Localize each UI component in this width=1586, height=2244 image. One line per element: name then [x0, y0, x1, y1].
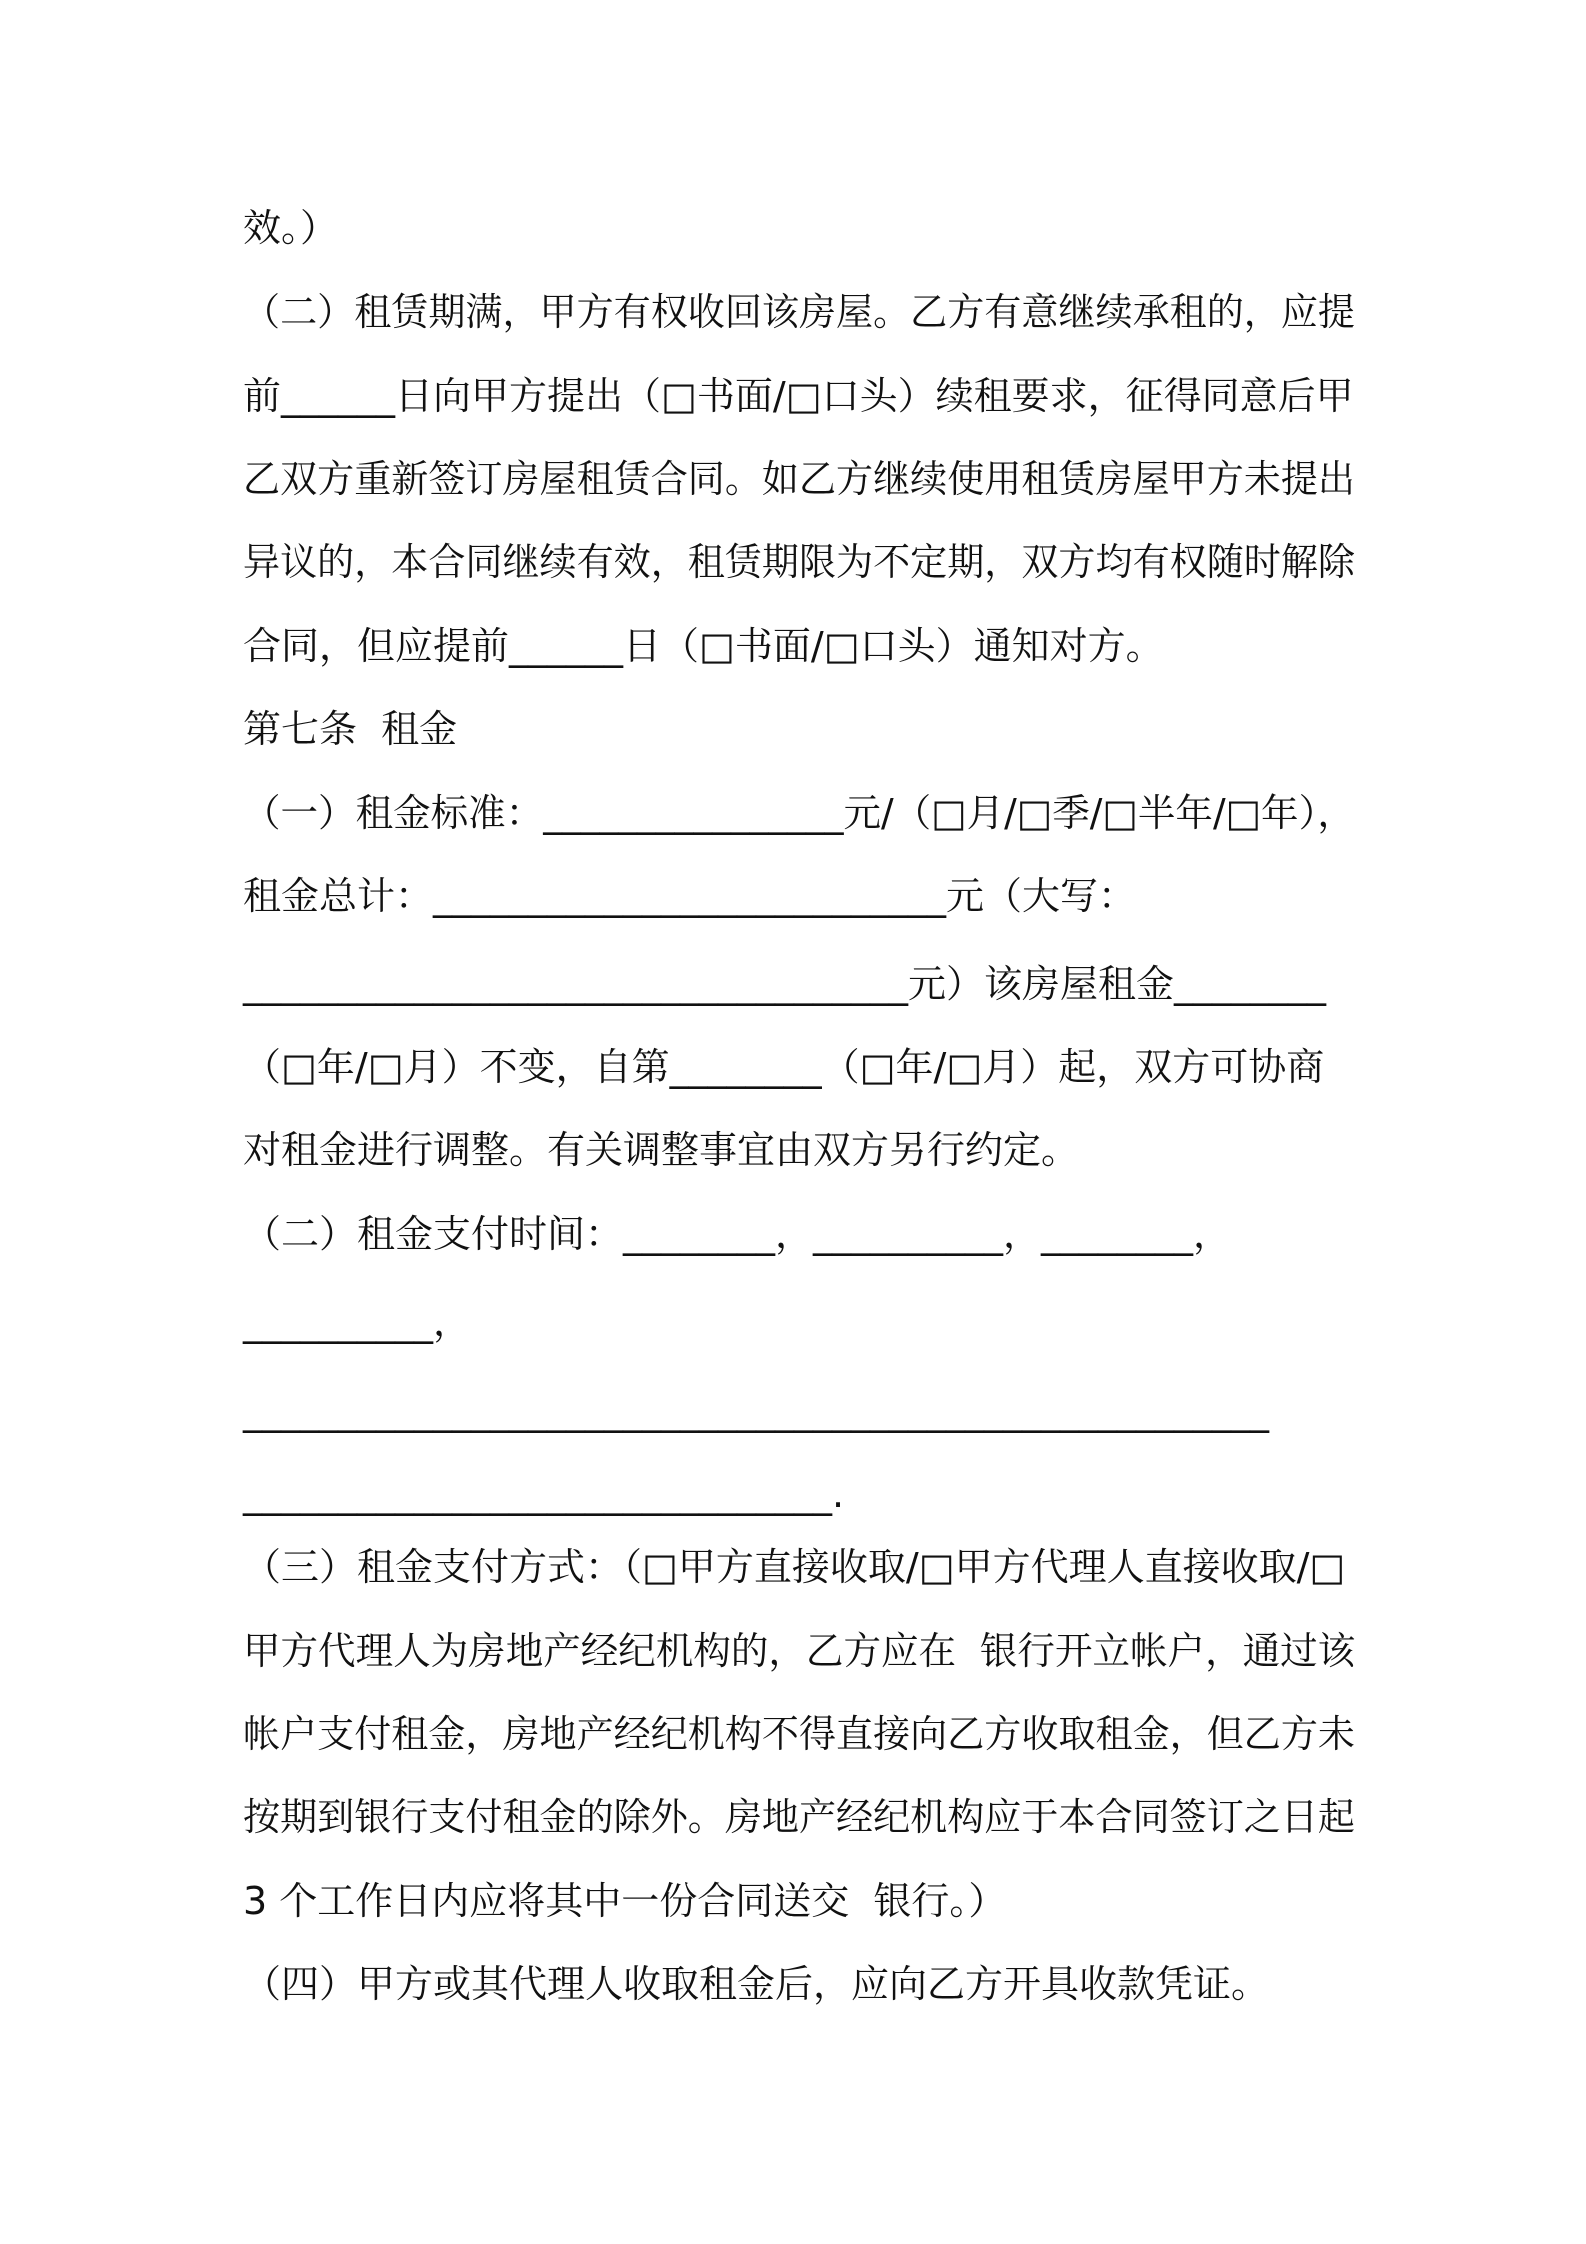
text-line: 前______日向甲方提出（□书面/□口头）续租要求，征得同意后甲: [243, 374, 1354, 418]
text-line: 乙双方重新签订房屋租赁合同。如乙方继续使用租赁房屋甲方未提出: [243, 457, 1355, 501]
text-line: 租金总计：___________________________元（大写：: [243, 874, 1137, 918]
text-line: （三）租金支付方式：（□甲方直接收取/□甲方代理人直接收取/□: [243, 1545, 1346, 1589]
text-line: ______________________________________________________: [243, 1389, 1269, 1433]
text-line: （二）租金支付时间：________，__________，________，: [243, 1212, 1232, 1256]
text-line: 3 个工作日内应将其中一份合同送交 银行。）: [243, 1879, 1007, 1923]
text-line: （一）租金标准：________________元/（□月/□季/□半年/□年），: [243, 791, 1355, 835]
text-line: 甲方代理人为房地产经纪机构的，乙方应在 银行开立帐户，通过该: [243, 1629, 1356, 1673]
text-line: 帐户支付租金，房地产经纪机构不得直接向乙方收取租金，但乙方未: [243, 1712, 1355, 1756]
text-line: 对租金进行调整。有关调整事宜由双方另行约定。: [243, 1128, 1080, 1172]
text-line: （四）甲方或其代理人收取租金后，应向乙方开具收款凭证。: [243, 1962, 1270, 2006]
text-line: （二）租赁期满，甲方有权收回该房屋。乙方有意继续承租的，应提: [243, 290, 1355, 334]
text-line: ___________________________________元）该房屋租金________: [243, 962, 1327, 1006]
text-line: 按期到银行支付租金的除外。房地产经纪机构应于本合同签订之日起: [243, 1795, 1355, 1839]
text-line: 效。）: [243, 206, 339, 250]
section-heading: 第七条 租金: [243, 707, 458, 751]
text-line: 异议的，本合同继续有效，租赁期限为不定期，双方均有权随时解除: [243, 540, 1355, 584]
text-line: （□年/□月）不变，自第________（□年/□月）起，双方可协商: [243, 1045, 1325, 1089]
text-line: 合同，但应提前______日（□书面/□口头）通知对方。: [243, 624, 1164, 668]
text-line: __________，: [243, 1300, 472, 1344]
text-line: _______________________________.: [243, 1472, 845, 1516]
